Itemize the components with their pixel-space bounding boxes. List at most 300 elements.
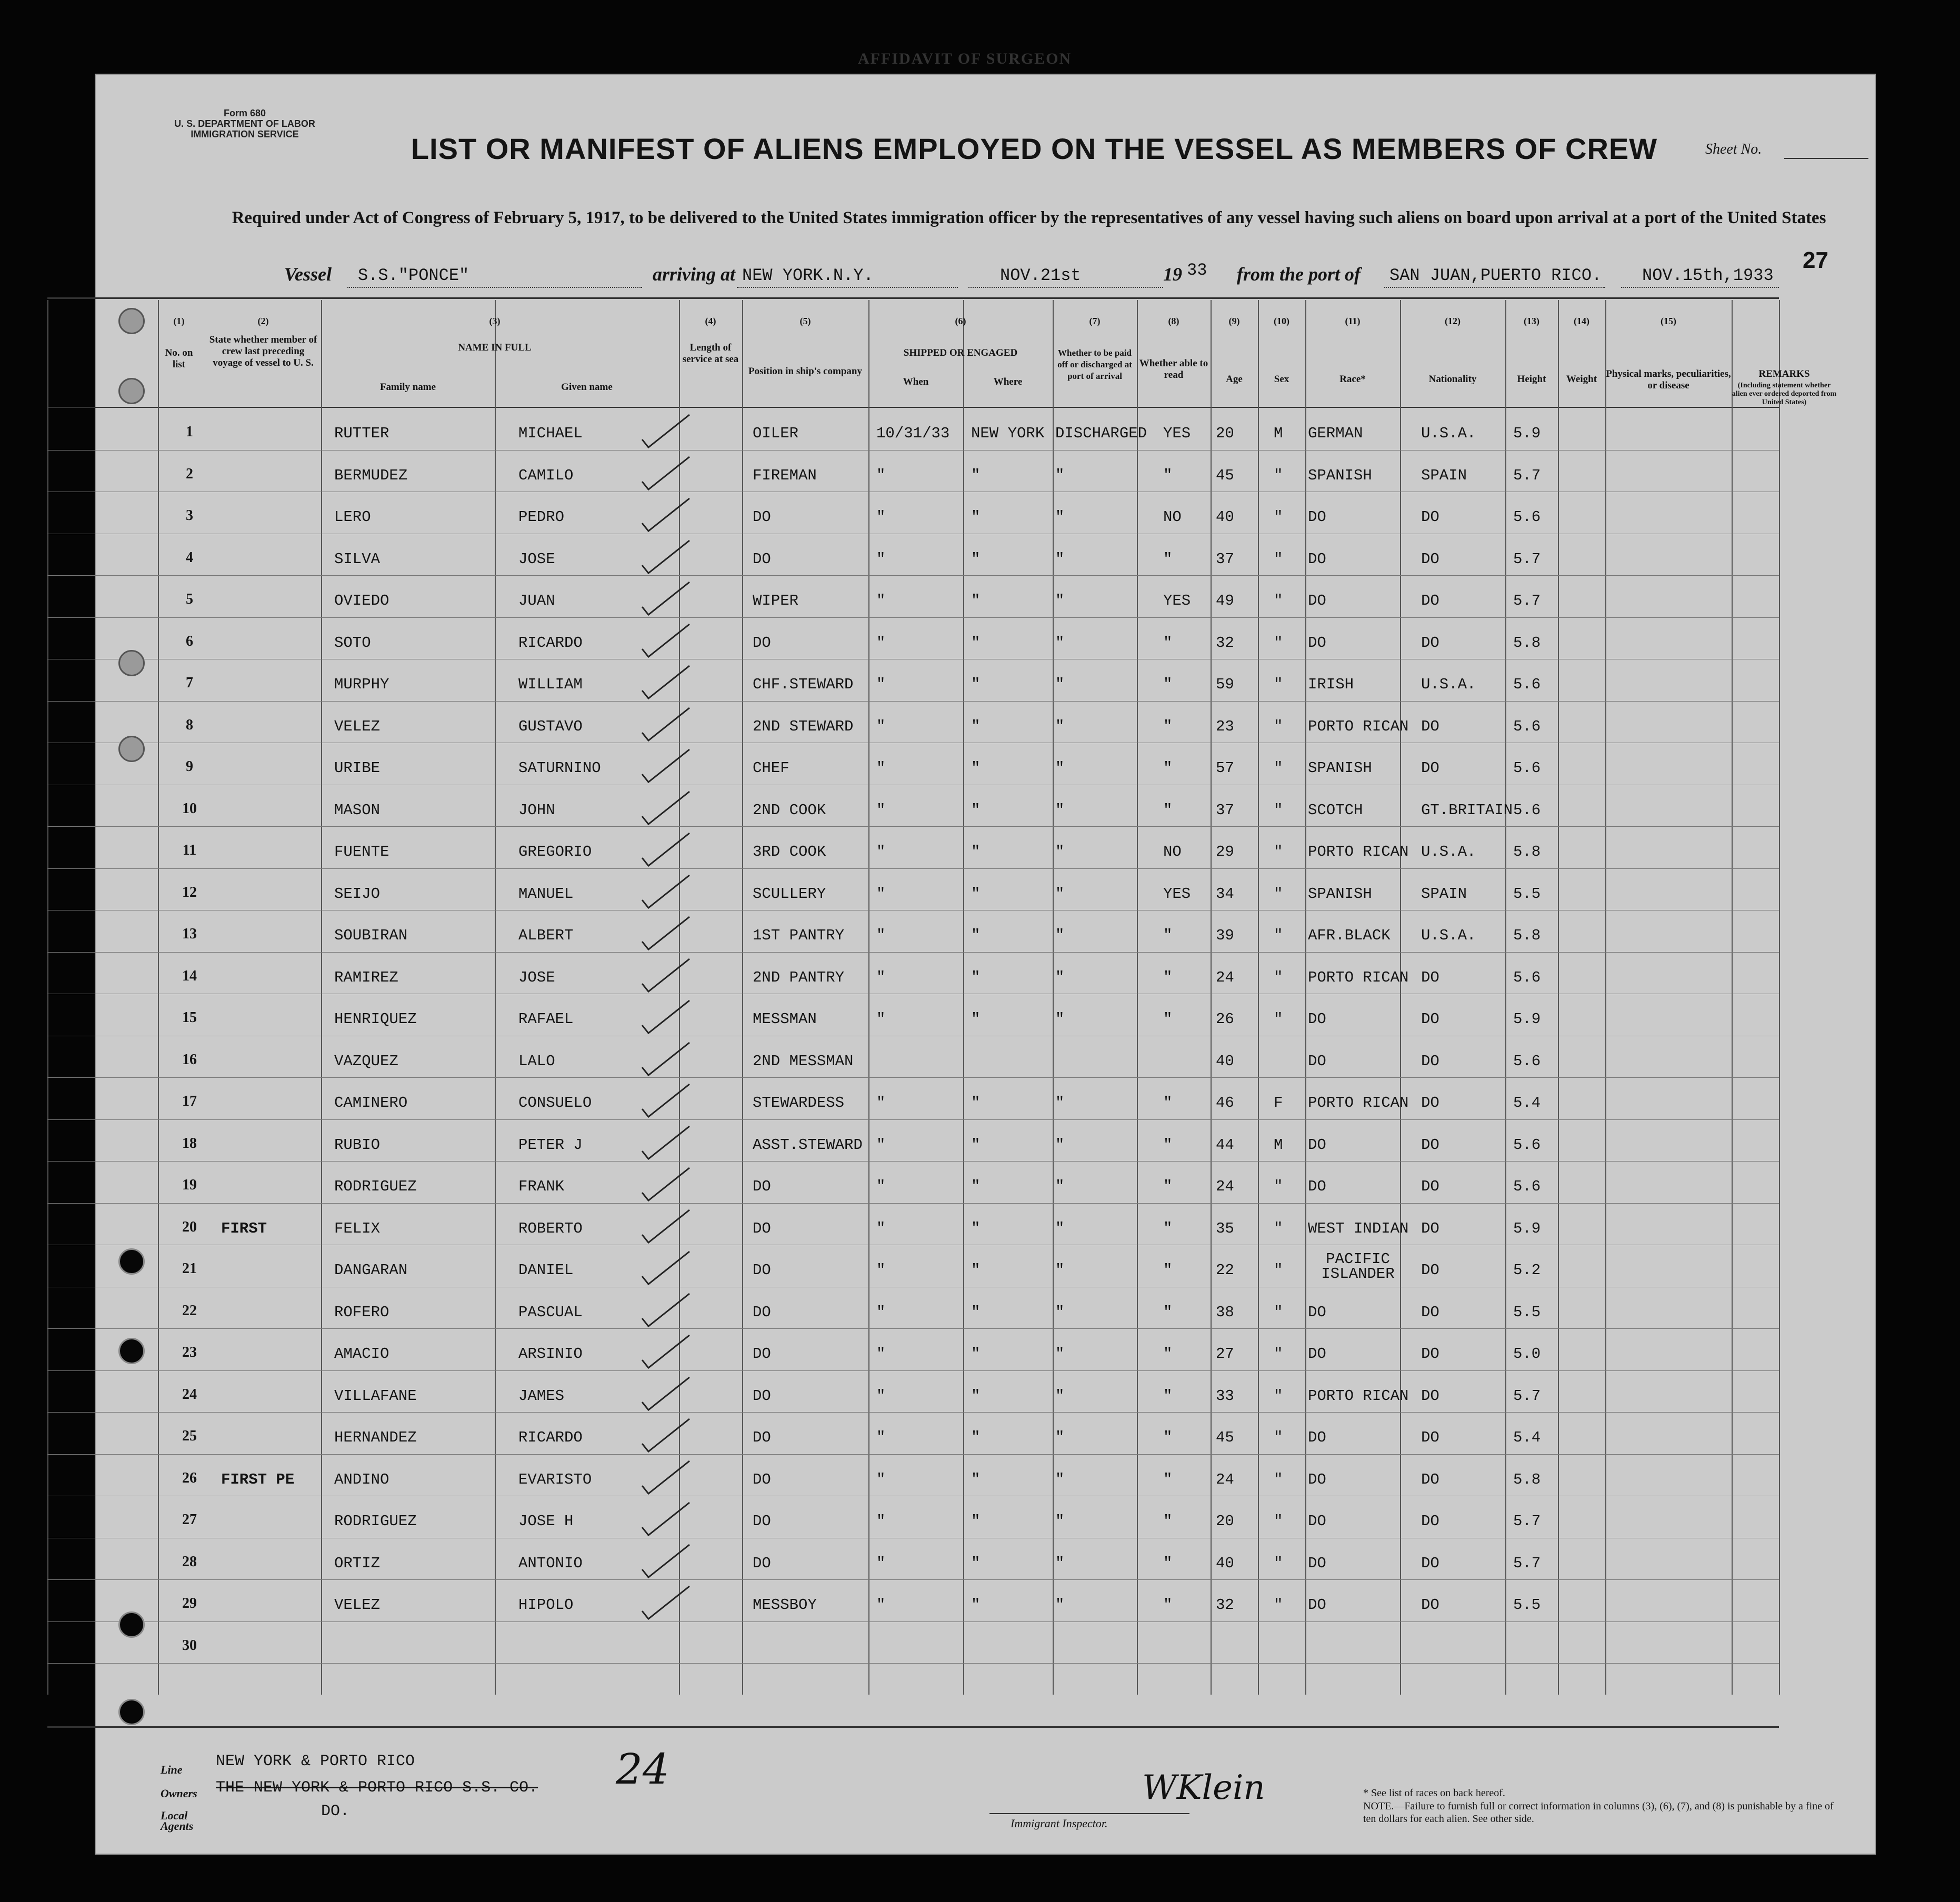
cell-read: " [1163,466,1173,484]
column-rule [321,300,322,1695]
check-mark-icon [637,620,695,662]
from-port-label: from the port of [1237,264,1361,285]
column-rule [495,300,496,1695]
cell-paid: " [1055,508,1065,526]
punch-hole [118,1699,145,1725]
cell-height: 5.6 [1513,717,1541,735]
col-given-header: Given name [561,382,613,393]
cell-where: " [971,1178,981,1195]
cell-paid: " [1055,717,1065,735]
cell-height: 5.2 [1513,1262,1541,1279]
cell-read: NO [1163,843,1182,860]
cell-paid: " [1055,1010,1065,1028]
cell-family: VELEZ [334,1596,381,1614]
cell-nationality: DO [1421,1429,1439,1446]
cell-given: PETER J [518,1136,583,1154]
cell-family: SILVA [334,550,381,568]
cell-height: 5.7 [1513,1513,1541,1530]
cell-position: DO [753,1345,771,1363]
cell-age: 22 [1216,1262,1234,1279]
cell-sex: " [1274,1470,1283,1488]
cell-sex: " [1274,1429,1283,1446]
column-number: (5) [799,316,811,326]
check-mark-icon [637,1038,695,1080]
cell-sex: " [1274,759,1283,777]
cell-nationality: DO [1421,759,1439,777]
cell-age: 24 [1216,1178,1234,1195]
column-rule [742,300,743,1695]
row-number: 8 [186,716,193,733]
cell-position: CHEF [753,759,789,777]
cell-paid: " [1055,968,1065,986]
cell-where: " [971,1136,981,1154]
cell-sex: " [1274,1596,1283,1614]
row-number: 16 [182,1051,197,1068]
cell-paid: " [1055,1554,1065,1572]
row-number: 14 [182,967,197,984]
column-rule [868,300,869,1695]
document-title: LIST OR MANIFEST OF ALIENS EMPLOYED ON THE VESSEL AS MEMBERS OF CREW [411,132,1658,165]
cell-given: LALO [518,1052,555,1070]
cell-position: DO [753,1429,771,1446]
cell-when: " [876,508,886,526]
cell-given: JOHN [518,801,555,819]
cell-given: PASCUAL [518,1303,583,1321]
cell-height: 5.7 [1513,1554,1541,1572]
row-number: 7 [186,675,193,691]
column-rule [1053,300,1054,1695]
check-mark-icon [637,745,695,787]
cell-where: " [971,801,981,819]
cell-when: " [876,843,886,860]
col-physical-header: Physical marks, peculiarities, or disease [1606,368,1731,391]
check-mark-icon [637,1080,695,1122]
check-mark-icon [637,1457,695,1499]
check-mark-icon [637,494,695,536]
col-no-header: No. on list [165,347,193,370]
cell-sex: F [1274,1094,1283,1112]
cell-given: JOSE H [518,1513,574,1530]
cell-family: SEIJO [334,885,381,903]
col-name-header: NAME IN FULL [458,342,532,353]
cell-paid: " [1055,1094,1065,1112]
cell-race: WEST INDIAN [1308,1219,1409,1237]
cell-family: VILLAFANE [334,1387,417,1405]
cell-sex: " [1274,466,1283,484]
col-read-header: Whether able to read [1139,358,1208,381]
form-identifier [158,108,332,139]
cell-where: " [971,1262,981,1279]
row-rule [47,575,1779,576]
row-number: 4 [186,549,193,566]
cell-race: DO [1308,634,1326,652]
cell-family: HENRIQUEZ [334,1010,417,1028]
cell-family: AMACIO [334,1345,389,1363]
cell-nationality: DO [1421,1387,1439,1405]
cell-height: 5.6 [1513,801,1541,819]
header-bottom-rule [47,407,1779,408]
cell-read: YES [1163,592,1191,609]
cell-family: CAMINERO [334,1094,408,1112]
cell-sex: " [1274,676,1283,693]
cell-nationality: DO [1421,1094,1439,1112]
cell-read: " [1163,1554,1173,1572]
cell-read: NO [1163,508,1182,526]
cell-where: " [971,1596,981,1614]
check-mark-icon [637,1582,695,1624]
cell-race: SCOTCH [1308,801,1363,819]
cell-race: PACIFIC ISLANDER [1321,1250,1395,1283]
cell-paid: " [1055,676,1065,693]
cell-where: " [971,1094,981,1112]
cell-race: DO [1308,592,1326,609]
cell-age: 32 [1216,1596,1234,1614]
check-mark-icon [637,913,695,955]
cell-when: " [876,927,886,944]
cell-paid: " [1055,1513,1065,1530]
cell-prev: FIRST [221,1219,267,1237]
cell-race: SPANISH [1308,759,1372,777]
footer-rule [47,1726,1779,1728]
row-number: 11 [182,842,197,858]
cell-given: JUAN [518,592,555,609]
cell-given: SATURNINO [518,759,601,777]
cell-sex: " [1274,927,1283,944]
cell-nationality: DO [1421,1178,1439,1195]
cell-when: " [876,1178,886,1195]
cell-nationality: DO [1421,1596,1439,1614]
cell-position: DO [753,1470,771,1488]
cell-height: 5.7 [1513,1387,1541,1405]
row-rule [47,868,1779,869]
cell-given: JOSE [518,550,555,568]
cell-height: 5.6 [1513,676,1541,693]
col-where-header: Where [993,376,1023,387]
cell-height: 5.0 [1513,1345,1541,1363]
cell-sex: " [1274,1387,1283,1405]
document-subtitle: Required under Act of Congress of February 5, 1917, to be delivered to the United States immigration officer by the representatives of any vessel having such aliens on board upon arrival at a port of the United States [232,208,1826,227]
cell-sex: " [1274,1513,1283,1530]
cell-given: GREGORIO [518,843,592,860]
cell-read: " [1163,1429,1173,1446]
cell-when: " [876,1136,886,1154]
cell-position: 2ND STEWARD [753,717,854,735]
cell-position: DO [753,508,771,526]
cell-age: 46 [1216,1094,1234,1112]
inspector-signature-line [989,1813,1189,1814]
cell-race: PORTO RICAN [1308,717,1409,735]
cell-nationality: DO [1421,1262,1439,1279]
cell-given: ALBERT [518,927,574,944]
line-label: Line [161,1763,183,1776]
cell-nationality: U.S.A. [1421,843,1476,860]
cell-family: SOUBIRAN [334,927,408,944]
cell-when: " [876,466,886,484]
cell-paid: " [1055,1470,1065,1488]
cell-prev: FIRST PE [221,1470,295,1488]
cell-where: " [971,885,981,903]
port-underline [1384,287,1605,288]
cell-where: NEW YORK [971,425,1045,442]
cell-family: RODRIGUEZ [334,1513,417,1530]
col-when-header: When [903,376,929,387]
column-number: (14) [1574,316,1589,326]
cell-race: DO [1308,550,1326,568]
row-rule [47,1412,1779,1413]
cell-when: " [876,1470,886,1488]
cell-race: DO [1308,1345,1326,1363]
cell-height: 5.8 [1513,843,1541,860]
cell-read: " [1163,676,1173,693]
row-rule [47,1370,1779,1371]
row-number: 19 [182,1177,197,1193]
row-rule [47,1119,1779,1120]
row-rule [47,701,1779,702]
cell-position: MESSMAN [753,1010,817,1028]
check-mark-icon [637,1373,695,1415]
cell-where: " [971,1387,981,1405]
cell-nationality: DO [1421,1219,1439,1237]
cell-race: DO [1308,1470,1326,1488]
cell-when: " [876,1094,886,1112]
cell-where: " [971,759,981,777]
cell-position: ASST.STEWARD [753,1136,863,1154]
col-service-header: Length of service at sea [682,342,739,365]
cell-where: " [971,634,981,652]
cell-height: 5.7 [1513,592,1541,609]
date-underline [968,287,1163,288]
row-rule [47,1579,1779,1580]
cell-sex: " [1274,1303,1283,1321]
vessel-value: S.S."PONCE" [358,266,469,285]
cell-age: 37 [1216,801,1234,819]
cell-sex: " [1274,1262,1283,1279]
cell-race: DO [1308,508,1326,526]
cell-race: IRISH [1308,676,1354,693]
cell-position: DO [753,634,771,652]
cell-given: RICARDO [518,1429,583,1446]
cell-where: " [971,466,981,484]
cell-nationality: SPAIN [1421,885,1467,903]
cell-position: DO [753,550,771,568]
column-number: (6) [955,316,966,326]
row-number: 12 [182,884,197,900]
cell-paid: " [1055,927,1065,944]
cell-family: BERMUDEZ [334,466,408,484]
column-number: (8) [1168,316,1179,326]
penalty-note: NOTE.—Failure to furnish full or correct information in columns (3), (6), (7), and (8) is punishable by a fine of ten dollars for each alien. See other side. [1363,1800,1834,1825]
cell-given: MICHAEL [518,425,583,442]
row-number: 23 [182,1344,197,1360]
cell-age: 44 [1216,1136,1234,1154]
cell-position: DO [753,1178,771,1195]
cell-nationality: U.S.A. [1421,927,1476,944]
row-rule [47,1621,1779,1622]
cell-given: JOSE [518,968,555,986]
cell-family: HERNANDEZ [334,1429,417,1446]
cell-family: VELEZ [334,717,381,735]
cell-paid: " [1055,550,1065,568]
column-rule [963,300,964,1695]
cell-race: DO [1308,1513,1326,1530]
cell-where: " [971,1470,981,1488]
cell-nationality: DO [1421,1470,1439,1488]
cell-position: 2ND PANTRY [753,968,845,986]
cell-when: " [876,1596,886,1614]
cell-paid: " [1055,1219,1065,1237]
cell-sex: " [1274,885,1283,903]
cell-age: 35 [1216,1219,1234,1237]
cell-nationality: SPAIN [1421,466,1467,484]
cell-height: 5.7 [1513,466,1541,484]
cell-position: WIPER [753,592,799,609]
cell-given: MANUEL [518,885,574,903]
cell-when: " [876,1429,886,1446]
cell-family: VAZQUEZ [334,1052,398,1070]
cell-read: " [1163,1513,1173,1530]
cell-given: RAFAEL [518,1010,574,1028]
row-number: 9 [186,758,193,775]
cell-age: 37 [1216,550,1234,568]
column-rule [1779,300,1780,1695]
col-position-header: Position in ship's company [748,366,862,377]
cell-read: YES [1163,885,1191,903]
column-rule [1137,300,1138,1695]
cell-paid: " [1055,759,1065,777]
cell-age: 29 [1216,843,1234,860]
cell-race: DO [1308,1303,1326,1321]
punch-hole [118,308,145,334]
cell-nationality: U.S.A. [1421,676,1476,693]
row-number: 2 [186,465,193,482]
cell-position: STEWARDESS [753,1094,845,1112]
cell-paid: " [1055,1136,1065,1154]
cell-race: DO [1308,1596,1326,1614]
cell-race: DO [1308,1554,1326,1572]
cell-when: " [876,717,886,735]
cell-where: " [971,550,981,568]
cell-read: " [1163,968,1173,986]
cell-read: " [1163,1303,1173,1321]
column-rule [1558,300,1559,1695]
cell-read: " [1163,1010,1173,1028]
arriving-underline [737,287,958,288]
row-rule [47,617,1779,618]
cell-family: ORTIZ [334,1554,381,1572]
cell-paid: " [1055,801,1065,819]
cell-height: 5.6 [1513,508,1541,526]
cell-age: 23 [1216,717,1234,735]
cell-paid: " [1055,1596,1065,1614]
cell-where: " [971,1303,981,1321]
cell-read: " [1163,717,1173,735]
cell-given: JAMES [518,1387,565,1405]
cell-when: " [876,634,886,652]
cell-read: " [1163,1345,1173,1363]
check-mark-icon [637,1247,695,1289]
cell-sex: " [1274,717,1283,735]
cell-when: 10/31/33 [876,425,950,442]
cell-race: DO [1308,1010,1326,1028]
column-number: (13) [1524,316,1539,326]
col-age-header: Age [1226,374,1243,385]
year-value: 33 [1187,261,1207,280]
cell-given: GUSTAVO [518,717,583,735]
cell-position: DO [753,1554,771,1572]
cell-age: 40 [1216,1554,1234,1572]
cell-family: RAMIREZ [334,968,398,986]
column-number: (2) [257,316,269,326]
cell-age: 40 [1216,508,1234,526]
cell-read: " [1163,801,1173,819]
cell-nationality: DO [1421,717,1439,735]
form-number: Form 680 [223,108,266,118]
departure-port: SAN JUAN,PUERTO RICO. [1389,266,1602,285]
cell-family: LERO [334,508,371,526]
cell-family: ROFERO [334,1303,389,1321]
cell-nationality: DO [1421,1010,1439,1028]
cell-race: PORTO RICAN [1308,843,1409,860]
column-rule [1505,300,1506,1695]
cell-nationality: DO [1421,1345,1439,1363]
punch-hole [118,1248,145,1275]
cell-age: 40 [1216,1052,1234,1070]
check-mark-icon [637,704,695,746]
cell-sex: " [1274,1010,1283,1028]
column-number: (7) [1089,316,1101,326]
cell-nationality: DO [1421,1513,1439,1530]
cell-age: 24 [1216,968,1234,986]
cell-where: " [971,1554,981,1572]
cell-where: " [971,1010,981,1028]
arriving-label: arriving at [653,264,736,285]
cell-race: DO [1308,1136,1326,1154]
cell-when: " [876,1554,886,1572]
sheet-label: Sheet No. [1705,141,1762,157]
cell-age: 59 [1216,676,1234,693]
cell-given: CAMILO [518,466,574,484]
check-mark-icon [637,453,695,495]
cell-race: DO [1308,1429,1326,1446]
column-rule [158,300,159,1695]
cell-height: 5.8 [1513,927,1541,944]
cell-nationality: U.S.A. [1421,425,1476,442]
check-mark-icon [637,1498,695,1540]
cell-sex: " [1274,550,1283,568]
check-mark-icon [637,955,695,997]
form-service: IMMIGRATION SERVICE [191,129,299,139]
row-number: 30 [182,1637,197,1654]
column-number: (11) [1345,316,1361,326]
cell-given: HIPOLO [518,1596,574,1614]
row-rule [47,1203,1779,1204]
cell-sex: " [1274,634,1283,652]
cell-race: SPANISH [1308,885,1372,903]
cell-given: ARSINIO [518,1345,583,1363]
cell-nationality: DO [1421,1052,1439,1070]
cell-when: " [876,592,886,609]
cell-read: " [1163,1387,1173,1405]
cell-height: 5.6 [1513,1178,1541,1195]
cell-where: " [971,508,981,526]
cell-age: 38 [1216,1303,1234,1321]
cell-age: 24 [1216,1470,1234,1488]
cell-position: SCULLERY [753,885,826,903]
cell-family: MASON [334,801,381,819]
form-department: U. S. DEPARTMENT OF LABOR [174,118,315,129]
cell-position: DO [753,1513,771,1530]
row-number: 22 [182,1302,197,1319]
